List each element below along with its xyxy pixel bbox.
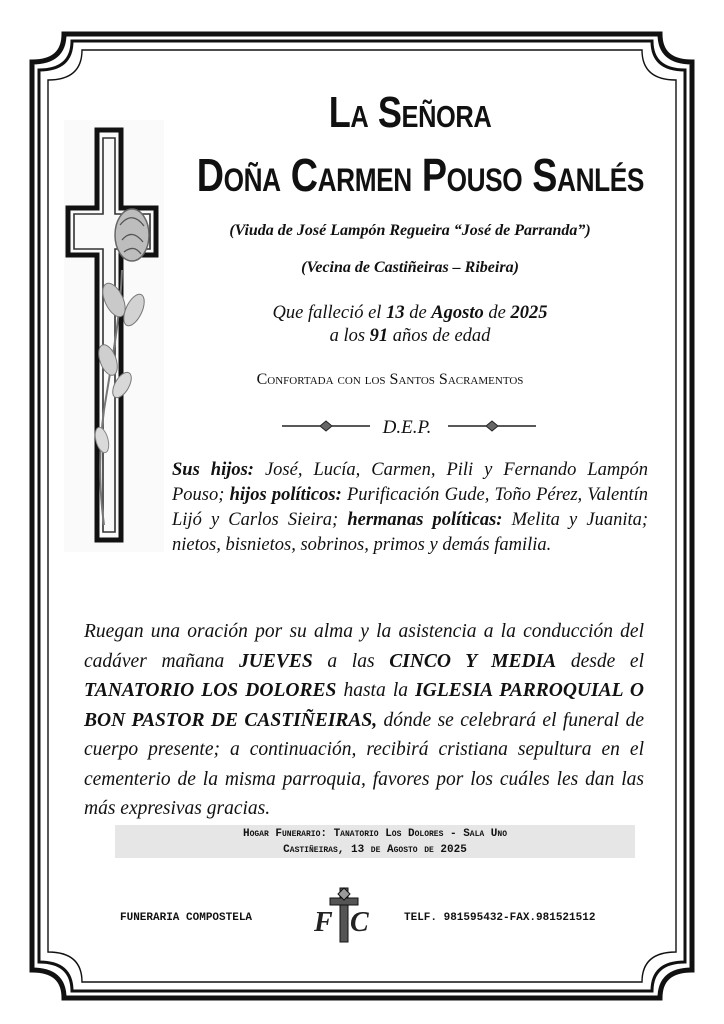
children-names: José, Lucía, Carmen, Pili y Fernando Lampón Pouso; xyxy=(172,460,648,505)
ceremony-text: Ruegan una oración por su alma y la asistencia a la conducción del cadáver mañana xyxy=(84,621,644,672)
children-label: Sus hijos: xyxy=(172,460,254,480)
age-line xyxy=(160,326,660,347)
ceremony-text: dónde se celebrará el funeral de cuerpo presente; a continuación, recibirá cristiana sepultura en el cementerio de la misma parroquia, favores por los cuáles les dan las más expresivas gracias. xyxy=(84,709,644,819)
ceremony-text: hasta la xyxy=(336,680,416,701)
venue-date-line: Castiñeiras, 13 de Agosto de 2025 xyxy=(283,844,467,856)
deceased-name: Doña Carmen Pouso Sanlés xyxy=(196,149,644,201)
death-month: Agosto xyxy=(431,303,484,323)
age-prefix: a los xyxy=(329,326,366,346)
venue-band xyxy=(115,825,635,858)
sisters-label: hermanas políticas: xyxy=(347,510,503,530)
inlaws-label: hijos políticos: xyxy=(229,485,342,505)
ceremony-paragraph xyxy=(84,617,644,824)
logo-letter-c: C xyxy=(350,907,369,938)
cross-with-rose-icon xyxy=(64,120,164,552)
venue-line: Hogar Funerario: Tanatorio Los Dolores - Sala Uno xyxy=(242,828,508,840)
death-year: 2025 xyxy=(510,303,548,323)
ceremony-text: a las xyxy=(312,650,390,672)
diamond-ornament-icon xyxy=(448,418,538,434)
ceremony-text: desde el xyxy=(556,650,644,672)
death-day: 13 xyxy=(386,303,405,323)
ceremony-day: JUEVES xyxy=(238,650,313,672)
ceremony-church: IGLESIA PARROQUIAL O BON PASTOR DE CASTIÑEIRAS, xyxy=(84,680,644,731)
company-name: FUNERARIA COMPOSTELA xyxy=(120,912,253,924)
death-prefix: Que falleció el xyxy=(272,303,382,323)
death-date-line xyxy=(160,303,660,324)
death-de2: de xyxy=(488,303,506,323)
sacraments-line: Confortada con los Santos Sacramentos xyxy=(256,371,524,388)
ceremony-time: CINCO Y MEDIA xyxy=(389,650,557,672)
logo-letter-f: F xyxy=(314,907,333,938)
age-value: 91 xyxy=(369,326,389,346)
phone-fax: TELF. 981595432-FAX.981521512 xyxy=(404,912,596,924)
diamond-ornament-icon xyxy=(282,418,372,434)
inlaws-names: Purificación Gude, Toño Pérez, Valentín Lijó y Carlos Sieira; xyxy=(172,485,648,530)
rip-text: D.E.P. xyxy=(382,417,432,438)
funeraria-logo-icon xyxy=(310,886,384,944)
widow-of-line: (Viuda de José Lampón Regueira “José de Parranda”) xyxy=(229,222,591,239)
sisters-names: Melita y Juanita; nietos, bisnietos, sobrinos, primos y demás familia. xyxy=(172,510,649,555)
ceremony-origin: TANATORIO LOS DOLORES xyxy=(84,680,337,701)
family-paragraph xyxy=(172,458,648,558)
resident-of-line: (Vecina de Castiñeiras – Ribeira) xyxy=(301,259,519,276)
death-de1: de xyxy=(409,303,427,323)
age-suffix: años de edad xyxy=(392,326,491,346)
deceased-title: La Señora xyxy=(328,88,492,137)
